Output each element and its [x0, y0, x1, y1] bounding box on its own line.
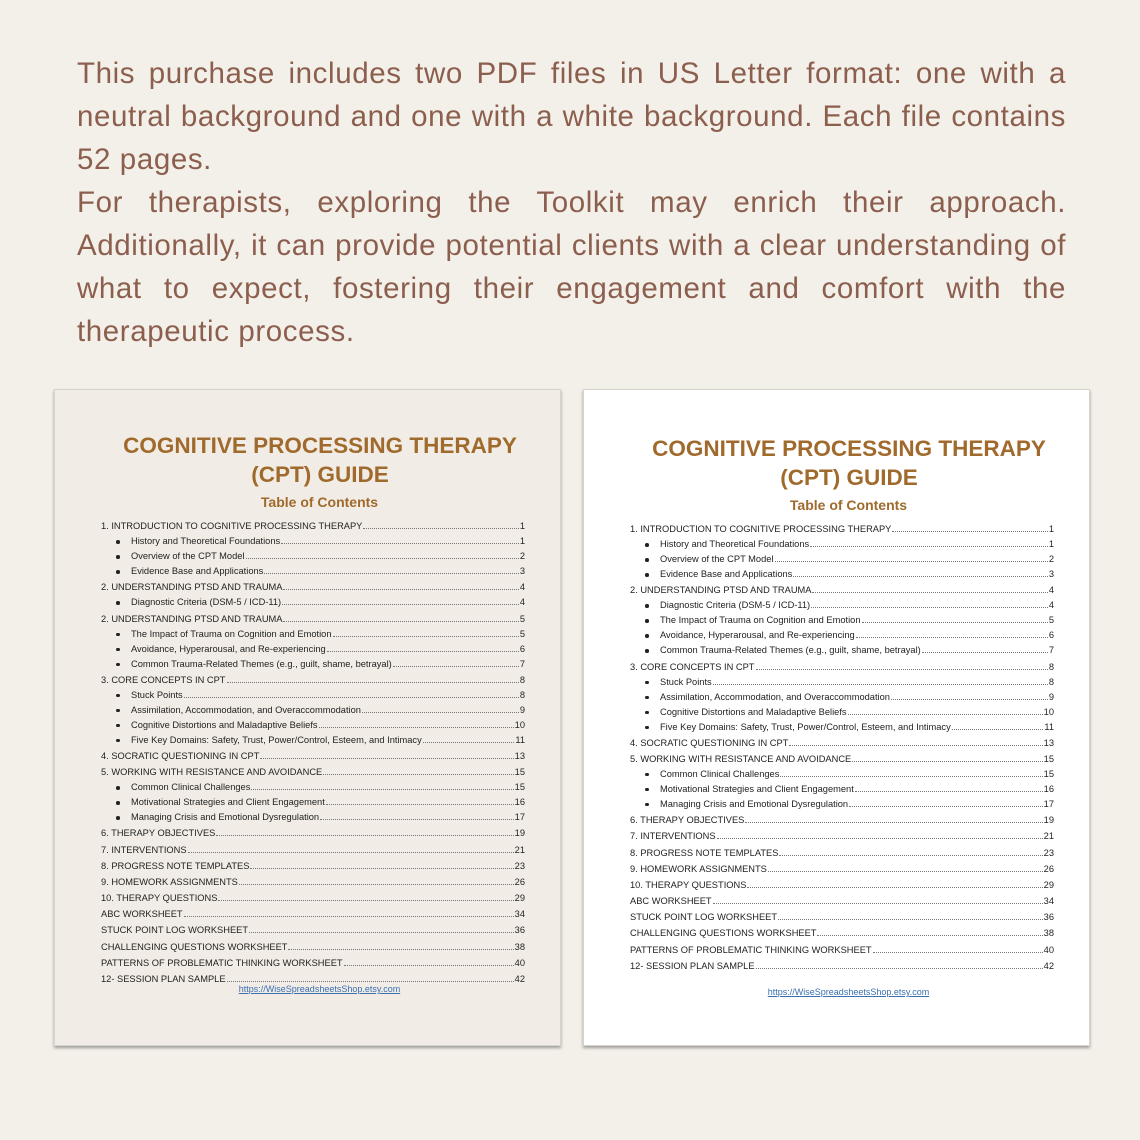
toc-page-number: 15 [1043, 753, 1054, 764]
toc-entry-label: 4. SOCRATIC QUESTIONING IN CPT [630, 737, 789, 748]
toc-section-entry [630, 579, 1054, 595]
dot-leader [216, 835, 513, 836]
dot-leader [892, 531, 1047, 532]
dot-leader [344, 965, 514, 966]
toc-entry-label: Motivational Strategies and Client Engagement [630, 784, 854, 794]
dot-leader [849, 806, 1043, 807]
toc-entry-label: Evidence Base and Applications [101, 566, 263, 576]
dot-leader [251, 789, 513, 790]
toc-section-entry [630, 890, 1054, 906]
toc-section-entry [101, 855, 525, 871]
dot-leader [249, 932, 514, 933]
toc-entry-label: Diagnostic Criteria (DSM-5 / ICD-11) [630, 600, 810, 610]
toc-subsection-entry [630, 640, 1054, 655]
dot-leader [713, 903, 1043, 904]
toc-subsection-entry [630, 672, 1054, 687]
toc-page-number: 4 [1048, 600, 1054, 611]
dot-leader [393, 666, 519, 667]
toc-entry-label: Cognitive Distortions and Maladaptive Beliefs [630, 707, 847, 717]
toc-section-entry [101, 669, 525, 685]
toc-section-entry [101, 952, 525, 968]
toc-page-number: 11 [1044, 721, 1054, 732]
toc-entry-label: The Impact of Trauma on Cognition and Emotion [630, 615, 861, 625]
toc-entry-label: Managing Crisis and Emotional Dysregulation [101, 812, 319, 822]
toc-entry-label: Stuck Points [630, 677, 712, 687]
toc-entry-label: 1. INTRODUCTION TO COGNITIVE PROCESSING THERAPY [630, 524, 892, 535]
dot-leader [282, 604, 519, 605]
toc-page-number: 8 [1048, 661, 1054, 672]
toc-entry-label: 10. THERAPY QUESTIONS [630, 879, 747, 890]
toc-entry-label: Assimilation, Accommodation, and Overaccommodation [101, 705, 361, 715]
toc-page-number: 10 [1043, 706, 1054, 717]
toc-page-number: 10 [514, 719, 525, 730]
dot-leader [780, 776, 1042, 777]
toc-entry-label: Avoidance, Hyperarousal, and Re-experiencing [101, 644, 326, 654]
dot-leader [789, 745, 1042, 746]
toc-page-number: 7 [1048, 645, 1054, 656]
toc-section-entry [101, 576, 525, 592]
description-paragraph-therapists: For therapists, exploring the Toolkit may enrich their approach. Additionally, it can provide potential clients with a clear understanding of what to expect, fostering their engagement and comfort with the therapeutic process. [77, 186, 1066, 348]
toc-page-number: 2 [519, 551, 525, 562]
dot-leader [326, 804, 514, 805]
dot-leader [188, 852, 514, 853]
toc-entry-label: Five Key Domains: Safety, Trust, Power/Control, Esteem, and Intimacy [630, 722, 951, 732]
dot-leader [817, 935, 1042, 936]
toc-entry-label: 2. UNDERSTANDING PTSD AND TRAUMA [101, 613, 283, 624]
dot-leader [260, 758, 513, 759]
toc-entry-label: History and Theoretical Foundations [630, 539, 809, 549]
toc-page-number: 36 [514, 925, 525, 936]
toc-page-number: 26 [514, 876, 525, 887]
toc-page-number: 13 [514, 750, 525, 761]
toc-subsection-entry [101, 561, 525, 576]
dot-leader [184, 916, 514, 917]
dot-leader [362, 712, 519, 713]
toc-subsection-entry [630, 625, 1054, 640]
toc-subsection-entry [101, 531, 525, 546]
toc-section-entry [630, 732, 1054, 748]
dot-leader [264, 573, 519, 574]
table-of-contents [630, 518, 1054, 971]
toc-subsection-entry [630, 564, 1054, 579]
toc-heading: Table of Contents [789, 497, 908, 513]
toc-entry-label: Managing Crisis and Emotional Dysregulation [630, 799, 848, 809]
toc-page-number: 3 [519, 566, 525, 577]
toc-subsection-entry [630, 717, 1054, 732]
toc-page-number: 36 [1043, 912, 1054, 923]
toc-entry-label: 7. INTERVENTIONS [101, 844, 187, 855]
toc-section-entry [101, 607, 525, 623]
toc-page-number: 4 [1048, 585, 1054, 596]
toc-entry-label: 12- SESSION PLAN SAMPLE [630, 960, 755, 971]
dot-leader [713, 684, 1048, 685]
toc-entry-label: 5. WORKING WITH RESISTANCE AND AVOIDANCE [630, 753, 852, 764]
dot-leader [319, 727, 514, 728]
dot-leader [848, 714, 1043, 715]
toc-page-number: 6 [1048, 630, 1054, 641]
dot-leader [779, 855, 1042, 856]
toc-page-number: 15 [514, 767, 525, 778]
toc-page-number: 19 [514, 828, 525, 839]
toc-page-number: 9 [519, 704, 525, 715]
toc-section-entry [630, 841, 1054, 857]
toc-subsection-entry [630, 794, 1054, 809]
toc-entry-label: Stuck Points [101, 690, 183, 700]
toc-entry-label: 8. PROGRESS NOTE TEMPLATES [630, 847, 779, 858]
toc-subsection-entry [101, 546, 525, 561]
pdf-page-white-background [583, 389, 1090, 1046]
toc-entry-label: CHALLENGING QUESTIONS WORKSHEET [630, 928, 817, 939]
product-description [77, 52, 1066, 353]
toc-entry-label: Common Clinical Challenges [630, 769, 779, 779]
toc-entry-label: 2. UNDERSTANDING PTSD AND TRAUMA [630, 585, 812, 596]
toc-entry-label: STUCK POINT LOG WORKSHEET [101, 925, 249, 936]
dot-leader [745, 822, 1042, 823]
toc-entry-label: Evidence Base and Applications [630, 569, 792, 579]
dot-leader [184, 697, 519, 698]
toc-section-entry [630, 825, 1054, 841]
toc-page-number: 8 [1048, 676, 1054, 687]
toc-page-number: 11 [515, 734, 525, 745]
dot-leader [747, 887, 1042, 888]
dot-leader [873, 952, 1043, 953]
toc-section-entry [101, 871, 525, 887]
dot-leader [778, 919, 1043, 920]
toc-page-number: 21 [514, 844, 525, 855]
toc-entry-label: Diagnostic Criteria (DSM-5 / ICD-11) [101, 597, 281, 607]
toc-subsection-entry [101, 639, 525, 654]
toc-page-number: 29 [1043, 879, 1054, 890]
document-title: COGNITIVE PROCESSING THERAPY (CPT) GUIDE [123, 433, 517, 487]
toc-section-entry [101, 822, 525, 838]
dot-leader [333, 636, 519, 637]
toc-page-number: 13 [1043, 737, 1054, 748]
dot-leader [891, 699, 1048, 700]
toc-page-number: 16 [514, 797, 525, 808]
toc-section-entry [630, 874, 1054, 890]
table-of-contents [101, 515, 525, 984]
toc-entry-label: 6. THERAPY OBJECTIVES [630, 815, 745, 826]
dot-leader [218, 900, 513, 901]
toc-entry-label: 7. INTERVENTIONS [630, 831, 716, 842]
toc-entry-label: ABC WORKSHEET [630, 896, 712, 907]
toc-subsection-entry [630, 687, 1054, 702]
toc-page-number: 9 [1048, 691, 1054, 702]
toc-page-number: 8 [519, 689, 525, 700]
toc-page-number: 6 [519, 643, 525, 654]
dot-leader [768, 871, 1043, 872]
toc-page-number: 4 [519, 582, 525, 593]
toc-subsection-entry [101, 685, 525, 700]
toc-subsection-entry [101, 715, 525, 730]
toc-subsection-entry [630, 549, 1054, 564]
dot-leader [283, 589, 518, 590]
toc-section-entry [101, 935, 525, 951]
toc-subsection-entry [101, 700, 525, 715]
toc-entry-label: CHALLENGING QUESTIONS WORKSHEET [101, 941, 288, 952]
dot-leader [717, 838, 1043, 839]
dot-leader [423, 742, 515, 743]
toc-entry-label: STUCK POINT LOG WORKSHEET [630, 912, 778, 923]
toc-subsection-entry [101, 807, 525, 822]
toc-page-number: 17 [514, 812, 525, 823]
toc-page-number: 38 [1043, 928, 1054, 939]
toc-entry-label: The Impact of Trauma on Cognition and Emotion [101, 629, 332, 639]
toc-entry-label: Common Trauma-Related Themes (e.g., guilt, shame, betrayal) [630, 645, 921, 655]
dot-leader [812, 592, 1047, 593]
toc-entry-label: Common Clinical Challenges [101, 782, 250, 792]
toc-section-entry [630, 922, 1054, 938]
toc-entry-label: ABC WORKSHEET [101, 909, 183, 920]
toc-subsection-entry [630, 595, 1054, 610]
toc-entry-label: Five Key Domains: Safety, Trust, Power/Control, Esteem, and Intimacy [101, 735, 422, 745]
toc-entry-label: Motivational Strategies and Client Engagement [101, 797, 325, 807]
toc-page-number: 34 [514, 909, 525, 920]
dot-leader [323, 774, 513, 775]
toc-page-number: 4 [519, 597, 525, 608]
toc-entry-label: PATTERNS OF PROBLEMATIC THINKING WORKSHEET [630, 944, 872, 955]
toc-page-number: 29 [514, 893, 525, 904]
toc-page-number: 40 [1043, 944, 1054, 955]
toc-subsection-entry [630, 779, 1054, 794]
toc-entry-label: 9. HOMEWORK ASSIGNMENTS [101, 876, 238, 887]
toc-subsection-entry [630, 534, 1054, 549]
toc-page-number: 5 [1048, 615, 1054, 626]
shop-link[interactable]: https://WiseSpreadsheetsShop.etsy.com [238, 984, 401, 994]
toc-entry-label: 3. CORE CONCEPTS IN CPT [101, 674, 226, 685]
toc-page-number: 1 [519, 521, 525, 532]
toc-page-number: 26 [1043, 863, 1054, 874]
toc-entry-label: Avoidance, Hyperarousal, and Re-experiencing [630, 630, 855, 640]
toc-page-number: 2 [1048, 554, 1054, 565]
dot-leader [855, 791, 1043, 792]
toc-section-entry [101, 919, 525, 935]
document-title: COGNITIVE PROCESSING THERAPY (CPT) GUIDE [652, 436, 1046, 490]
dot-leader [952, 729, 1044, 730]
toc-page-number: 5 [519, 613, 525, 624]
dot-leader [227, 682, 519, 683]
toc-entry-label: 3. CORE CONCEPTS IN CPT [630, 661, 755, 672]
toc-entry-label: Assimilation, Accommodation, and Overaccommodation [630, 692, 890, 702]
toc-subsection-entry [101, 624, 525, 639]
toc-section-entry [630, 906, 1054, 922]
toc-section-entry [101, 968, 525, 984]
toc-page-number: 5 [519, 628, 525, 639]
toc-section-entry [101, 903, 525, 919]
toc-section-entry [630, 955, 1054, 971]
toc-page-number: 17 [1043, 798, 1054, 809]
dot-leader [283, 621, 518, 622]
toc-entry-label: 6. THERAPY OBJECTIVES [101, 828, 216, 839]
toc-entry-label: 9. HOMEWORK ASSIGNMENTS [630, 863, 767, 874]
dot-leader [810, 546, 1048, 547]
toc-section-entry [101, 838, 525, 854]
toc-heading: Table of Contents [260, 494, 379, 510]
toc-subsection-entry [101, 730, 525, 745]
dot-leader [852, 761, 1042, 762]
toc-entry-label: History and Theoretical Foundations [101, 536, 280, 546]
toc-entry-label: 8. PROGRESS NOTE TEMPLATES [101, 860, 250, 871]
toc-entry-label: Common Trauma-Related Themes (e.g., guilt, shame, betrayal) [101, 659, 392, 669]
toc-entry-label: 2. UNDERSTANDING PTSD AND TRAUMA [101, 582, 283, 593]
toc-page-number: 23 [514, 860, 525, 871]
toc-section-entry [101, 887, 525, 903]
toc-entry-label: 12- SESSION PLAN SAMPLE [101, 974, 226, 984]
toc-entry-label: Overview of the CPT Model [630, 554, 774, 564]
dot-leader [922, 652, 1048, 653]
toc-subsection-entry [630, 610, 1054, 625]
toc-page-number: 23 [1043, 847, 1054, 858]
pdf-page-neutral-background [54, 389, 561, 1046]
toc-section-entry [630, 858, 1054, 874]
dot-leader [775, 561, 1048, 562]
dot-leader [862, 622, 1048, 623]
dot-leader [856, 637, 1048, 638]
dot-leader [246, 558, 519, 559]
dot-leader [239, 884, 514, 885]
toc-page-number: 16 [1043, 783, 1054, 794]
toc-page-number: 38 [514, 941, 525, 952]
toc-page-number: 40 [514, 957, 525, 968]
dot-leader [793, 576, 1048, 577]
toc-section-entry [630, 655, 1054, 671]
toc-page-number: 42 [514, 974, 525, 984]
dot-leader [281, 543, 519, 544]
toc-page-number: 21 [1043, 831, 1054, 842]
toc-page-number: 15 [1043, 768, 1054, 779]
toc-subsection-entry [101, 592, 525, 607]
toc-section-entry [101, 761, 525, 777]
toc-section-entry [630, 938, 1054, 954]
toc-entry-label: 4. SOCRATIC QUESTIONING IN CPT [101, 750, 260, 761]
toc-page-number: 42 [1043, 960, 1054, 971]
toc-page-number: 8 [519, 674, 525, 685]
dot-leader [227, 981, 514, 982]
toc-section-entry [630, 748, 1054, 764]
toc-entry-label: 1. INTRODUCTION TO COGNITIVE PROCESSING THERAPY [101, 521, 363, 532]
toc-page-number: 7 [519, 658, 525, 669]
toc-subsection-entry [101, 654, 525, 669]
toc-entry-label: PATTERNS OF PROBLEMATIC THINKING WORKSHEET [101, 957, 343, 968]
toc-page-number: 34 [1043, 896, 1054, 907]
toc-subsection-entry [101, 777, 525, 792]
toc-entry-label: 5. WORKING WITH RESISTANCE AND AVOIDANCE [101, 767, 323, 778]
toc-section-entry [101, 515, 525, 531]
description-paragraph-files: This purchase includes two PDF files in US Letter format: one with a neutral background and one with a white background. Each file contains 52 pages. [77, 57, 1066, 176]
toc-page-number: 1 [1048, 524, 1054, 535]
dot-leader [756, 669, 1048, 670]
dot-leader [250, 868, 513, 869]
toc-section-entry [101, 745, 525, 761]
dot-leader [811, 607, 1048, 608]
toc-entry-label: Overview of the CPT Model [101, 551, 245, 561]
shop-link[interactable]: https://WiseSpreadsheetsShop.etsy.com [767, 987, 930, 997]
toc-subsection-entry [630, 764, 1054, 779]
toc-subsection-entry [630, 702, 1054, 717]
toc-page-number: 3 [1048, 569, 1054, 580]
toc-subsection-entry [101, 792, 525, 807]
toc-page-number: 19 [1043, 815, 1054, 826]
toc-entry-label: 10. THERAPY QUESTIONS [101, 893, 218, 904]
toc-page-number: 1 [519, 536, 525, 547]
dot-leader [363, 528, 518, 529]
dot-leader [756, 968, 1043, 969]
toc-section-entry [630, 518, 1054, 534]
toc-page-number: 15 [514, 782, 525, 793]
toc-entry-label: Cognitive Distortions and Maladaptive Beliefs [101, 720, 318, 730]
dot-leader [327, 651, 519, 652]
dot-leader [288, 949, 513, 950]
dot-leader [320, 819, 514, 820]
toc-page-number: 1 [1048, 539, 1054, 550]
toc-section-entry [630, 809, 1054, 825]
